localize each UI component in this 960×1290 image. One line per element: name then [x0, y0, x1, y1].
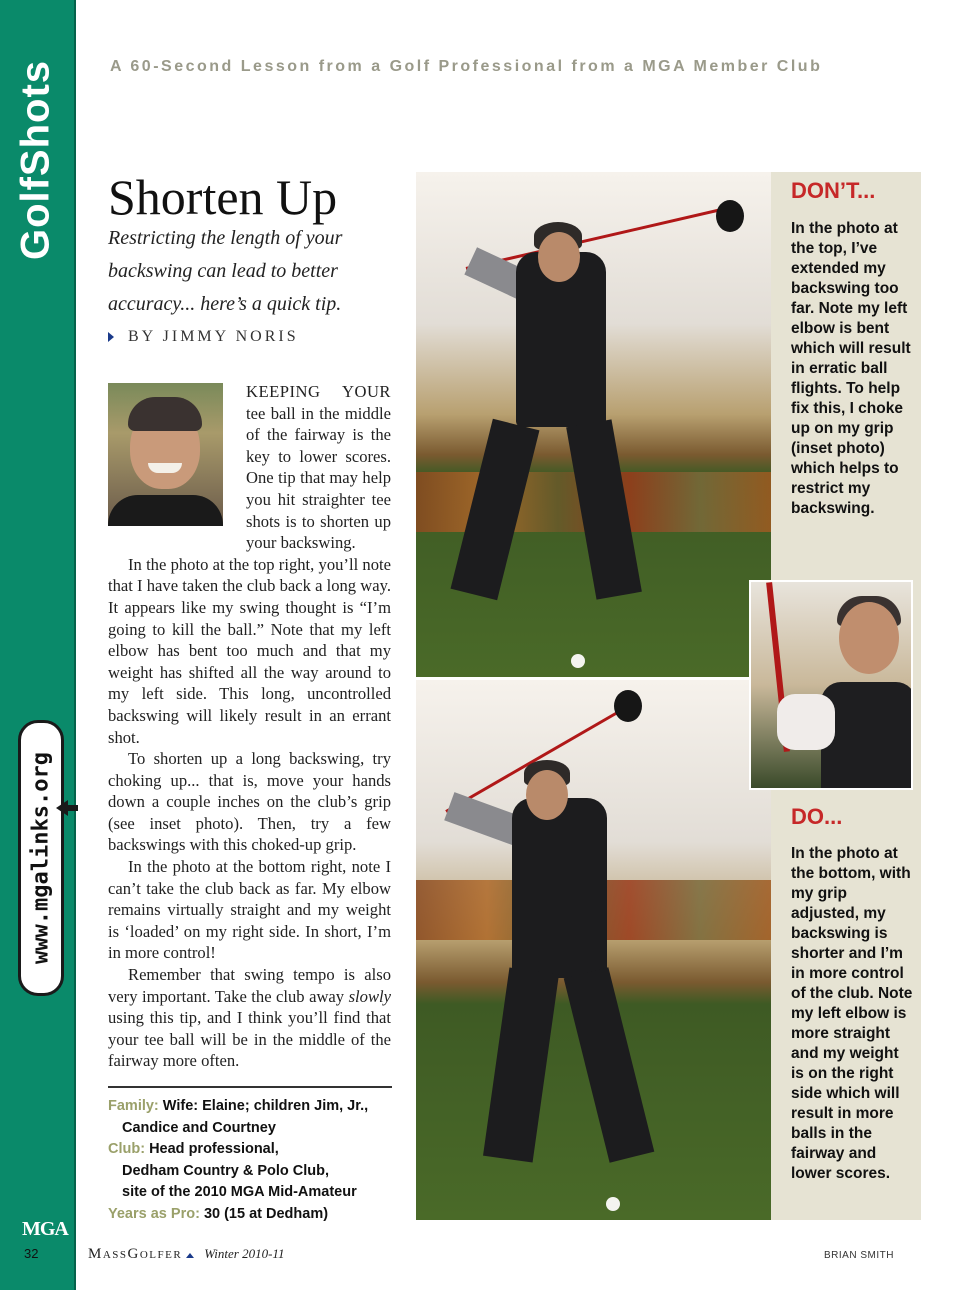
- sidebar-divider: [74, 0, 76, 1290]
- article-deck: Restricting the length of your backswing can lead to better accuracy... here’s a quick tip.: [108, 227, 343, 315]
- dont-text: In the photo at the top, I’ve extended my backswing too far. Note my left elbow is bent which will result in erratic ball flights. To help fix this, I choke up on my grip (inset photo) which helps to restrict my backswing.: [791, 220, 911, 517]
- family-value: Wife: Elaine; children Jim, Jr.,: [162, 1098, 369, 1114]
- club-label: Club:: [108, 1141, 146, 1157]
- photo-inset-grip: [749, 580, 913, 790]
- family-value-2: Candice and Courtney: [122, 1119, 276, 1136]
- issue-date: Winter 2010-11: [204, 1246, 285, 1261]
- byline-marker-icon: [108, 332, 114, 342]
- website-url-link[interactable]: [18, 720, 64, 996]
- club-value-2: Dedham Country & Polo Club,: [122, 1162, 330, 1179]
- club-value: Head professional,: [149, 1141, 279, 1157]
- family-label: Family:: [108, 1098, 159, 1114]
- years-label: Years as Pro:: [108, 1205, 200, 1222]
- paragraph-2: In the photo at the top right, you’ll note that I have taken the club back a long way. It appears like my swing thought is “I’m going to kill the ball.” Note that my left elbow has bent too much and that my weight has shifted all the way around to my left side. This long, uncontrolled backswing will likely result in an errant shot.: [108, 554, 391, 747]
- footer-marker-icon: [186, 1253, 194, 1258]
- arrow-left-icon: [56, 798, 78, 818]
- article-headline: Shorten Up: [108, 169, 338, 225]
- paragraph-3: To shorten up a long backswing, try choking up... that is, move your hands down a couple inches on the club’s grip (see inset photo). Then, try a few backswings with this choked-up grip.: [108, 749, 391, 855]
- magazine-name: MassGolfer: [88, 1246, 183, 1262]
- paragraph-5: Remember that swing tempo is also very important. Take the club away slowly using this tip, and I think you’ll find that your tee ball will be in the middle of the fairway more often.: [108, 965, 391, 1071]
- paragraph-4: In the photo at the bottom right, note I can’t take the club back as far. My elbow remains virtually straight and my weight is ‘loaded’ on my right side. In short, I’m in more control!: [108, 857, 391, 963]
- photo-credit: BRIAN SMITH: [824, 1250, 894, 1261]
- section-sidebar: [0, 0, 76, 1290]
- article-body: [108, 381, 391, 1072]
- mga-logo: MGA: [22, 1218, 68, 1240]
- years-value: 30 (15 at Dedham): [203, 1205, 329, 1222]
- paragraph-1: KEEPING YOUR tee ball in the middle of the fairway is the key to lower scores. One tip that may help you hit straighter tee shots is to shorten up your backswing.: [246, 382, 391, 553]
- club-value-3: site of the 2010 MGA Mid-Amateur: [122, 1184, 357, 1200]
- section-title: [0, 40, 74, 280]
- footer-magazine: [88, 1246, 284, 1263]
- do-text: In the photo at the bottom, with my grip adjusted, my backswing is shorter and I’m in more control of the club. Note my left elbow is more straight and my weight is on the right side which will result in more balls in the fairway and lower scores.: [791, 845, 913, 1182]
- photo-do-swing: [416, 680, 771, 1220]
- do-heading: DO...: [791, 804, 843, 829]
- lead-in: KEEPING YOUR: [246, 382, 391, 401]
- page-number: 32: [24, 1246, 39, 1261]
- dont-heading: DON’T...: [791, 178, 876, 203]
- byline-text: BY JIMMY NORIS: [128, 328, 299, 345]
- photo-dont-swing: [416, 172, 771, 677]
- section-title-text: GolfShots: [13, 59, 58, 261]
- lesson-kicker: A 60-Second Lesson from a Golf Professional from a MGA Member Club: [110, 58, 823, 75]
- website-url-text: www.mgalinks.org: [28, 752, 54, 964]
- pro-facts-box: [108, 1096, 398, 1225]
- article-byline: [108, 328, 299, 346]
- facts-divider: [108, 1086, 392, 1088]
